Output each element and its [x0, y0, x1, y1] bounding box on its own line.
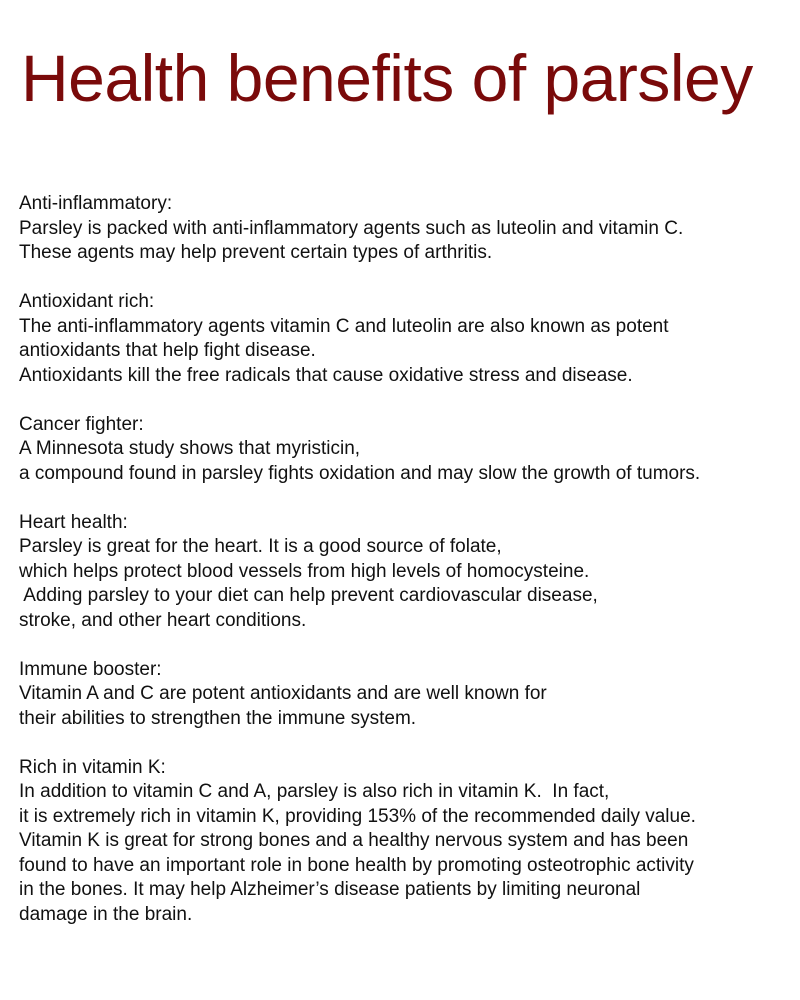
section-text-line: A Minnesota study shows that myristicin,: [19, 438, 361, 459]
section-text-line: a compound found in parsley fights oxidation and may slow the growth of tumors.: [19, 462, 701, 484]
section-text-line: Vitamin K is great for strong bones and a healthy nervous system and has been: [19, 830, 689, 851]
section-text-line: Parsley is great for the heart. It is a good source of folate,: [19, 536, 502, 557]
section-text-line: in the bones. It may help Alzheimer’s disease patients by limiting neuronal: [19, 879, 641, 900]
section-text-line: damage in the brain.: [19, 903, 193, 925]
section-text-line: it is extremely rich in vitamin K, providing 153% of the recommended daily value.: [19, 805, 696, 827]
page-title: Health benefits of parsley: [21, 41, 753, 115]
section-text-line: Adding parsley to your diet can help prevent cardiovascular disease,: [19, 585, 598, 606]
section-heading: Rich in vitamin K:: [19, 756, 166, 778]
section-text-line: Antioxidants kill the free radicals that cause oxidative stress and disease.: [19, 364, 633, 386]
section-text-line: stroke, and other heart conditions.: [19, 609, 307, 631]
section-heading: Immune booster:: [19, 658, 162, 680]
section-text-line: These agents may help prevent certain types of arthritis.: [19, 242, 493, 263]
section-antioxidant-rich: [19, 290, 794, 388]
section-cancer-fighter: [19, 413, 794, 487]
section-heart-health: [19, 511, 794, 634]
section-text-line: their abilities to strengthen the immune system.: [19, 707, 417, 729]
section-text-line: Vitamin A and C are potent antioxidants and are well known for: [19, 683, 547, 704]
section-immune-booster: [19, 658, 794, 732]
section-text-line: In addition to vitamin C and A, parsley is also rich in vitamin K. In fact,: [19, 781, 610, 802]
section-text-line: The anti-inflammatory agents vitamin C and luteolin are also known as potent: [19, 315, 669, 337]
section-anti-inflammatory: [19, 192, 794, 266]
section-rich-in-vitamin-k: [19, 756, 794, 928]
section-text-line: Parsley is packed with anti-inflammatory agents such as luteolin and vitamin C.: [19, 217, 684, 239]
section-heading: Anti-inflammatory:: [19, 193, 173, 214]
section-text-line: which helps protect blood vessels from high levels of homocysteine.: [19, 560, 590, 582]
article-body: [19, 192, 794, 952]
section-heading: Antioxidant rich:: [19, 291, 155, 312]
section-heading: Cancer fighter:: [19, 413, 144, 435]
section-text-line: found to have an important role in bone health by promoting osteotrophic activity: [19, 854, 694, 876]
section-heading: Heart health:: [19, 511, 128, 533]
section-text-line: antioxidants that help fight disease.: [19, 340, 316, 361]
